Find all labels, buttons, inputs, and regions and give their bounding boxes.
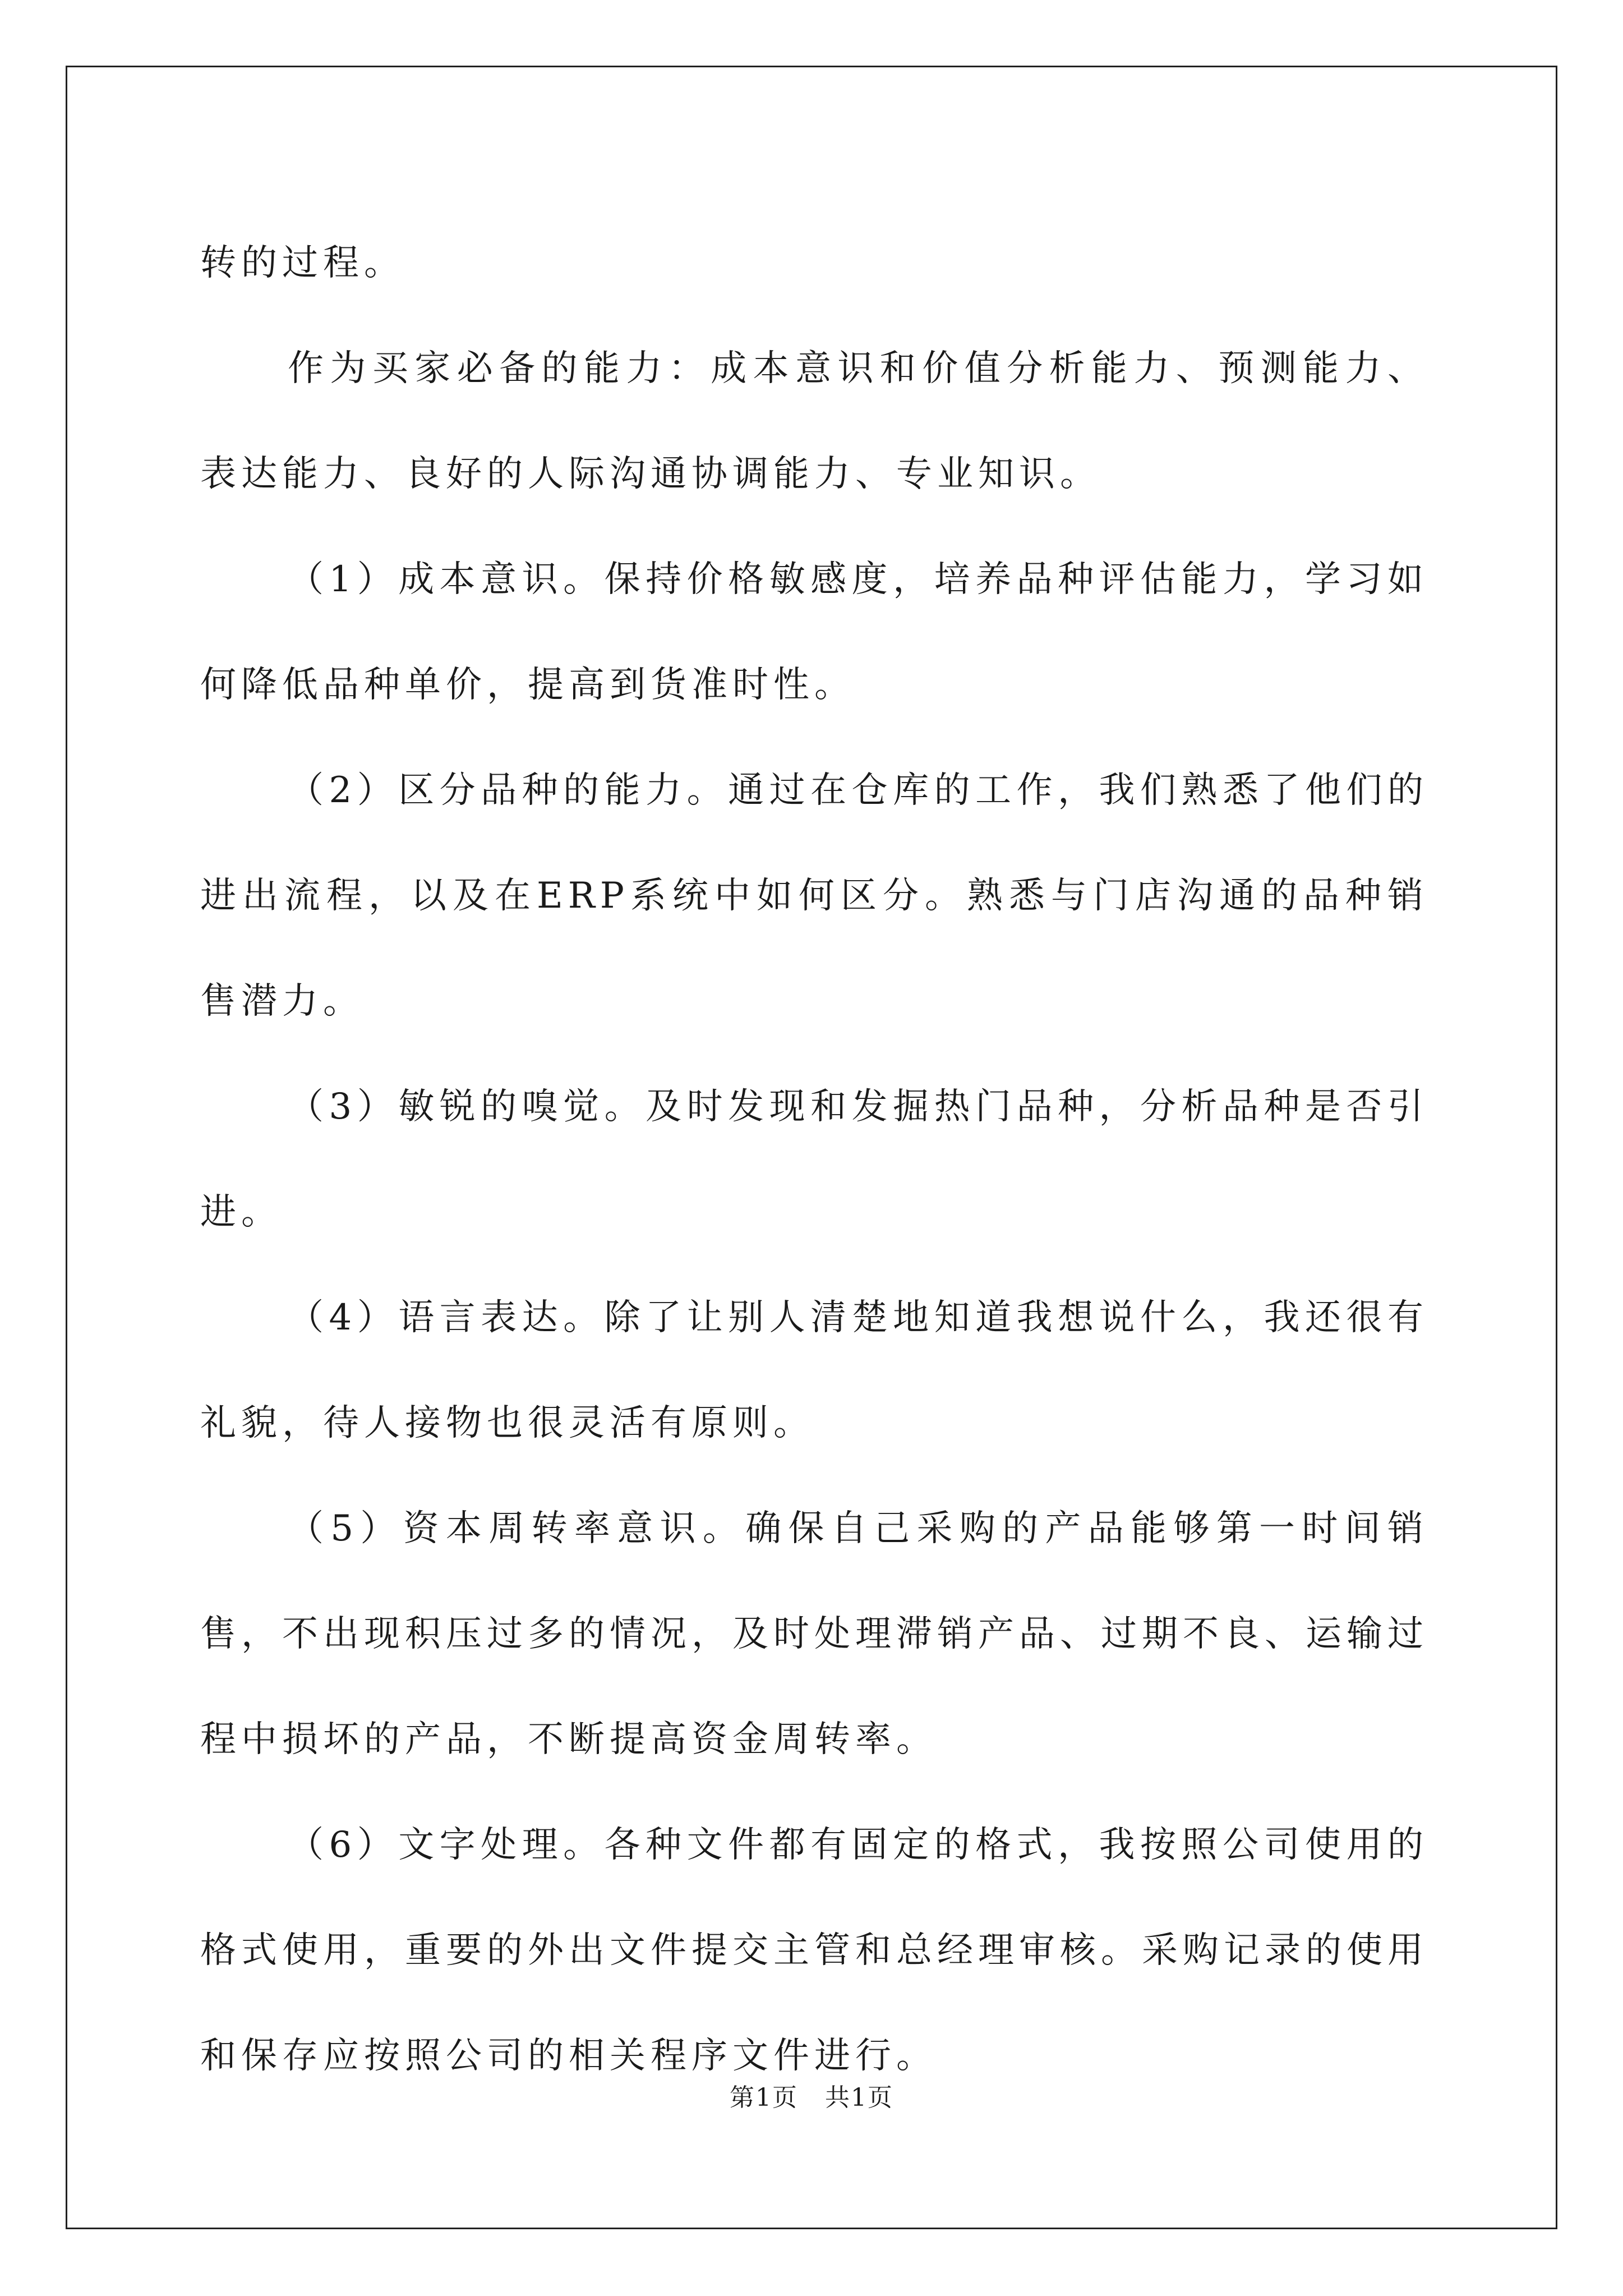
paragraph: （5）资本周转率意识。确保自己采购的产品能够第一时间销售，不出现积压过多的情况，及时处理滞销产品、过期不良、运输过程中损坏的产品，不断提高资金周转率。 — [200, 1508, 1428, 1760]
paragraph: （1）成本意识。保持价格敏感度，培养品种评估能力，学习如何降低品种单价，提高到货准时性。 — [200, 559, 1428, 706]
paragraph: （4）语言表达。除了让别人清楚地知道我想说什么，我还很有礼貌，待人接物也很灵活有原则。 — [200, 1297, 1428, 1444]
paragraph: （2）区分品种的能力。通过在仓库的工作，我们熟悉了他们的进出流程，以及在ERP系统中如何区分。熟悉与门店沟通的品种销售潜力。 — [200, 770, 1428, 1022]
page-number-footer: 第1页 共1页 — [730, 2083, 893, 2112]
paragraph: （3）敏锐的嗅觉。及时发现和发掘热门品种，分析品种是否引进。 — [200, 1086, 1428, 1233]
paragraph: 转的过程。 — [200, 242, 405, 284]
paragraph: 作为买家必备的能力：成本意识和价值分析能力、预测能力、表达能力、良好的人际沟通协调能力、专业知识。 — [200, 348, 1428, 495]
document-body — [200, 210, 1428, 2109]
paragraph: （6）文字处理。各种文件都有固定的格式，我按照公司使用的格式使用，重要的外出文件提交主管和总经理审核。采购记录的使用和保存应按照公司的相关程序文件进行。 — [200, 1824, 1428, 2077]
